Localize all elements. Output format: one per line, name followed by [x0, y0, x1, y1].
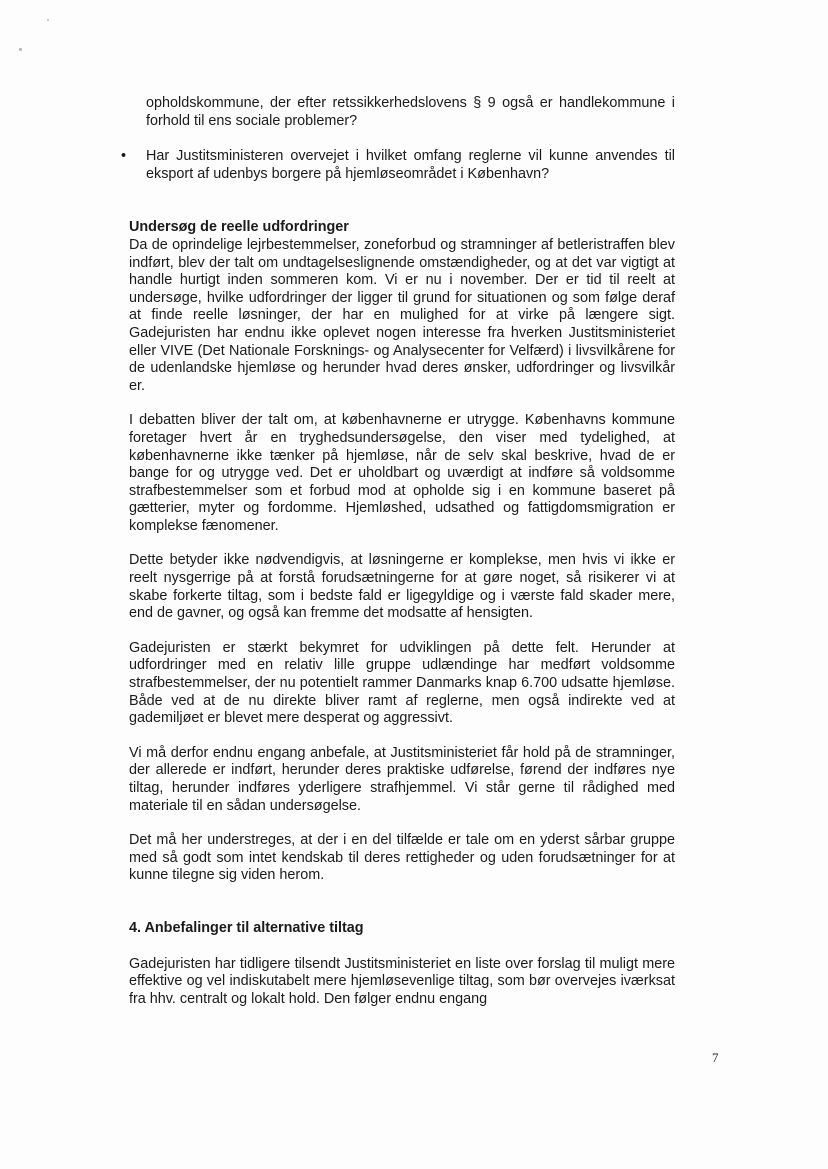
paragraph: I debatten bliver der talt om, at københavnerne er utrygge. Københavns kommune foretager hvert år en tryghedsundersøgelse, den viser med tydelighed, at københavnerne ikke tænker på hjemløse, når de selv skal beskrive, hvad de er bange for og utrygge ved. Det er uholdbart og uværdigt at indføre så voldsomme strafbestemmelser som et forbud mod at opholde sig i en kommune baseret på gætterier, myter og fordomme. Hjemløshed, udsathed og fattigdomsmigration er komplekse fænomener. — [129, 412, 675, 534]
bullet-continuation: opholdskommune, der efter retssikkerhedslovens § 9 også er handlekommune i forhold til ens sociale problemer? — [146, 95, 675, 129]
section-heading-undersog: Undersøg de reelle udfordringer — [129, 219, 349, 236]
section-heading-anbefalinger: 4. Anbefalinger til alternative tiltag — [129, 919, 364, 936]
bullet-symbol: • — [121, 148, 127, 165]
document-body — [121, 95, 675, 1008]
paragraph: Vi må derfor endnu engang anbefale, at Justitsministeriet får hold på de stramninger, der allerede er indført, herunder deres praktiske udførelse, førend der indføres nye tiltag, herunder indføres yderligere strafhjemmel. Vi står gerne til rådighed med materiale til en sådan undersøgelse. — [129, 744, 675, 814]
bullet-item-text: Har Justitsministeren overvejet i hvilket omfang reglerne vil kunne anvendes til eksport af udenbys borgere på hjemløseområdet i København? — [146, 148, 675, 182]
paragraph: Det må her understreges, at der i en del tilfælde er tale om en yderst sårbar gruppe med så godt som intet kendskab til deres rettigheder og uden forudsætninger for at kunne tilegne sig viden herom. — [129, 832, 675, 884]
paragraph: Gadejuristen er stærkt bekymret for udviklingen på dette felt. Herunder at udfordringer med en relativ lille gruppe udlændinge har medført voldsomme strafbestemmelser, der nu potentielt rammer Danmarks knap 6.700 udsatte hjemløse. Både ved at de nu direkte bliver ramt af reglerne, men også indirekte ved at gademiljøet er blevet mere desperat og aggressivt. — [129, 639, 675, 727]
scan-speck — [47, 19, 49, 21]
paragraph: Da de oprindelige lejrbestemmelser, zoneforbud og stramninger af betleristraffen blev indført, blev der talt om undtagelseslignende omstændigheder, og at det var vigtigt at handle hurtigt inden sommeren kom. Vi er nu i november. Der er tid til reelt at undersøge, hvilke udfordringer der ligger til grund for situationen og som følge deraf at finde reelle løsninger, der har en mulighed for at virke på længere sigt. Gadejuristen har endnu ikke oplevet nogen interesse fra hverken Justitsministeriet eller VIVE (Det Nationale Forsknings- og Analysecenter for Velfærd) i livsvilkårene for de udenlandske hjemløse og herunder hvad deres ønsker, udfordringer og livsvilkår er. — [129, 236, 675, 394]
paragraph: Dette betyder ikke nødvendigvis, at løsningerne er komplekse, men hvis vi ikke er reelt nysgerrige på at forstå forudsætningerne for at gøre noget, så risikerer vi at skabe forkerte tiltag, som i bedste fald er ligegyldige og i værste fald skader mere, end de gavner, og også kan fremme det modsatte af hensigten. — [129, 552, 675, 622]
page-number: 7 — [712, 1050, 719, 1065]
paragraph: Gadejuristen har tidligere tilsendt Justitsministeriet en liste over forslag til muligt mere effektive og vel indiskutabelt mere hjemløsevenlige tiltag, som bør overvejes iværksat fra hhv. centralt og lokalt hold. Den følger endnu engang — [129, 955, 675, 1007]
scan-speck — [19, 48, 22, 51]
bullet-item — [121, 148, 675, 183]
